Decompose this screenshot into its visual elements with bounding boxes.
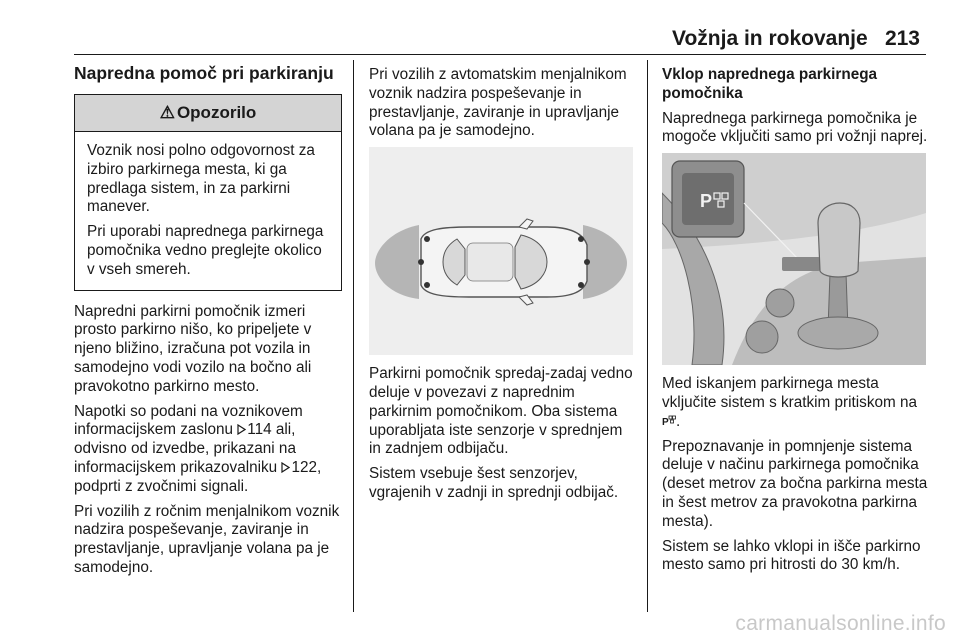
watermark: carmanualsonline.info [735,612,946,635]
column-1 [74,62,342,584]
column-divider-2 [647,60,648,612]
page-reference-arrow-icon [237,424,246,435]
warning-triangle-icon: ⚠ [159,103,175,122]
paragraph-activation-text: Med iskanjem parkirnega mesta vključite sistem s kratkim pritiskom na [662,375,917,411]
warning-body [75,132,341,290]
paragraph-sensors: Sistem vsebuje šest senzorjev, vgrajenih v zadnji in sprednji odbijač. [369,465,619,501]
paragraph-guidance [74,403,342,497]
warning-header [75,95,341,132]
paragraph-activation [662,375,928,431]
svg-text:P: P [700,191,713,212]
center-console-illustration [662,153,926,365]
page-reference-1[interactable]: 114 [247,421,272,439]
subsection-heading: Vklop naprednega parkirnega pomočnika [662,66,878,102]
paragraph-recognition: Prepoznavanje in pomnjenje sistema deluje v načinu parkirnega pomočnika (deset metrov za bočna parkirna mesta in šest metrov za pravokotna parkirna mesta). [662,437,928,530]
warning-box [74,94,342,291]
paragraph-guidance-part-a: Napotki so podani na voznikovem informacijskem zaslonu [74,402,303,439]
warning-label: Opozorilo [176,103,257,122]
parking-assist-button-icon [662,415,676,427]
page-reference-arrow-icon [281,462,290,473]
warning-paragraph-2: Pri uporabi naprednega parkirnega pomočnika vedno preglejte okolico v vseh smereh. [87,223,324,278]
paragraph-guidance-part-b: ali, odvisno od izvedbe, prikazani na informacijskem prikazovalniku [74,421,296,476]
paragraph-speed-limit: Sistem se lahko vklopi in išče parkirno mesto samo pri hitrosti do 30 km/h. [662,537,921,574]
warning-paragraph-1: Voznik nosi polno odgovornost za izbiro parkirnega mesta, ki ga predlaga sistem, in za parkirni manever. [87,142,315,216]
page-reference-2[interactable]: 122 [291,458,317,476]
car-sensor-illustration [369,147,633,355]
paragraph-guidance-part-c: , podprti z zvočnimi signali. [74,458,322,495]
paragraph-intro: Napredni parkirni pomočnik izmeri prosto parkirno nišo, ko pripeljete v njeno bližino, izračuna pot vozila in samodejno vodi vozilo na bočno ali pravokotno parkirno mesto. [74,302,312,395]
column-divider-1 [353,60,354,612]
page-number: 213 [884,27,920,50]
column-3 [662,66,928,581]
svg-text:P: P [662,416,669,427]
paragraph-manual-transmission: Pri vozilih z ročnim menjalnikom voznik nadzira pospeševanje, zaviranje in prestavljanje, upravljanje volana pa je samodejno. [74,502,340,576]
running-header-title: Vožnja in rokovanje [672,27,868,50]
column-2 [369,66,637,509]
paragraph-forward-only: Naprednega parkirnega pomočnika je mogoče vključiti samo pri vožnji naprej. [662,109,928,146]
header-rule [74,54,926,55]
section-title: Napredna pomoč pri parkiranju [74,63,334,83]
paragraph-front-rear-assist: Parkirni pomočnik spredaj-zadaj vedno deluje v povezavi z naprednim parkirnim pomočnikom. Oba sistema uporabljata iste senzorje v sprednjem in zadnjem odbijaču. [369,365,633,458]
paragraph-automatic-transmission: Pri vozilih z avtomatskim menjalnikom voznik nadzira pospeševanje in prestavljanje, zaviranje in upravljanje volana pa je samodejno. [369,66,627,140]
paragraph-activation-end: . [676,412,681,430]
